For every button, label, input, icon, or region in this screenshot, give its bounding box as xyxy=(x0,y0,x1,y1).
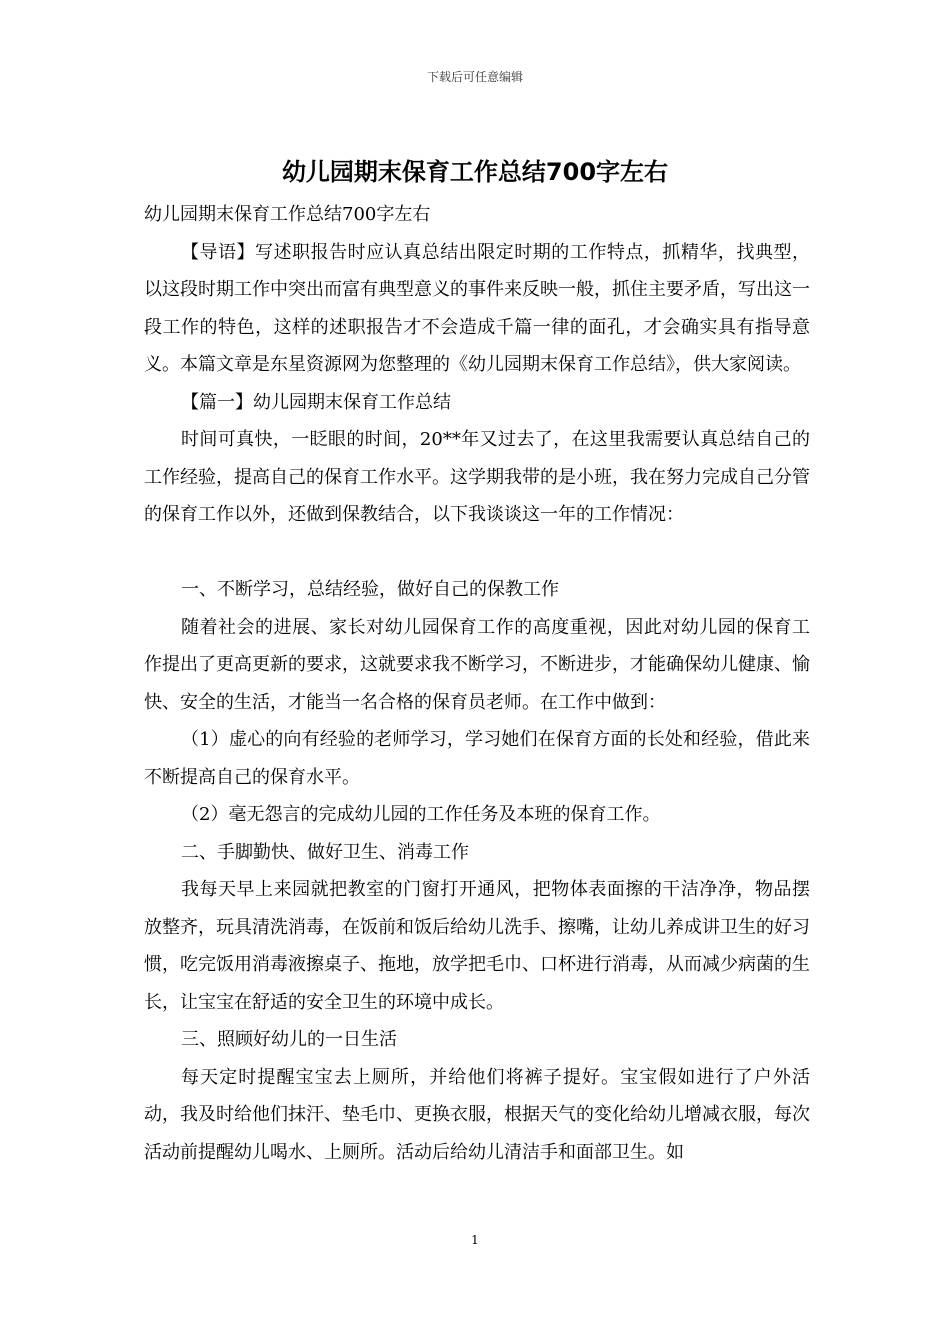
section1-heading: 一、不断学习，总结经验，做好自己的保教工作 xyxy=(181,579,559,600)
document-title: 幼儿园期末保育工作总结700字左右 xyxy=(281,158,669,186)
section3-body: 每天定时提醒宝宝去上厕所，并给他们将裤子提好。宝宝假如进行了户外活动，我及时给他们抹汗、垫毛巾、更换衣服，根据天气的变化给幼儿增减衣服，每次活动前提醒幼儿喝水、上厕所。活动后给幼儿清洁手和面部卫生。如 xyxy=(144,1066,810,1163)
section3-heading: 三、照顾好幼儿的一日生活 xyxy=(181,1029,397,1050)
opening-paragraph: 时间可真快，一眨眼的时间，20**年又过去了，在这里我需要认真总结自己的工作经验，提高自己的保育工作水平。这学期我带的是小班，我在努力完成自己分管的保育工作以外，还做到保教结合，以下我谈谈这一年的工作情况： xyxy=(144,429,810,525)
header-note: 下载后可任意编辑 xyxy=(426,70,523,84)
list-item-1: （1）虚心的向有经验的老师学习，学习她们在保育方面的长处和经验，借此来不断提高自己的保育水平。 xyxy=(144,729,810,788)
section2-body: 我每天早上来园就把教室的门窗打开通风，把物体表面擦的干洁净净，物品摆放整齐，玩具清洗消毒，在饭前和饭后给幼儿洗手、擦嘴，让幼儿养成讲卫生的好习惯，吃完饭用消毒液擦桌子、拖地，放学把毛巾、口杯进行消毒，从而减少病菌的生长，让宝宝在舒适的安全卫生的环境中成长。 xyxy=(144,879,810,1013)
page-number: 1 xyxy=(471,1233,479,1247)
list-item-2: （2）毫无怨言的完成幼儿园的工作任务及本班的保育工作。 xyxy=(181,804,661,825)
document-subtitle: 幼儿园期末保育工作总结700字左右 xyxy=(144,204,431,225)
blank-line xyxy=(144,534,810,572)
section1-body: 随着社会的进展、家长对幼儿园保育工作的高度重视，因此对幼儿园的保育工作提出了更高更新的要求，这就要求我不断学习，不断进步，才能确保幼儿健康、愉快、安全的生活，才能当一名合格的保育员老师。在工作中做到： xyxy=(144,616,810,713)
document-body xyxy=(144,196,810,1171)
intro-paragraph: 【导语】写述职报告时应认真总结出限定时期的工作特点，抓精华，找典型，以这段时期工作中突出而富有典型意义的事件来反映一般，抓住主要矛盾，写出这一段工作的特色，这样的述职报告才不会造成千篇一律的面孔，才会确实具有指导意义。本篇文章是东星资源网为您整理的《幼儿园期末保育工作总结》，供大家阅读。 xyxy=(144,241,810,375)
part-heading: 【篇一】幼儿园期末保育工作总结 xyxy=(181,391,451,413)
section2-heading: 二、手脚勤快、做好卫生、消毒工作 xyxy=(181,841,469,863)
